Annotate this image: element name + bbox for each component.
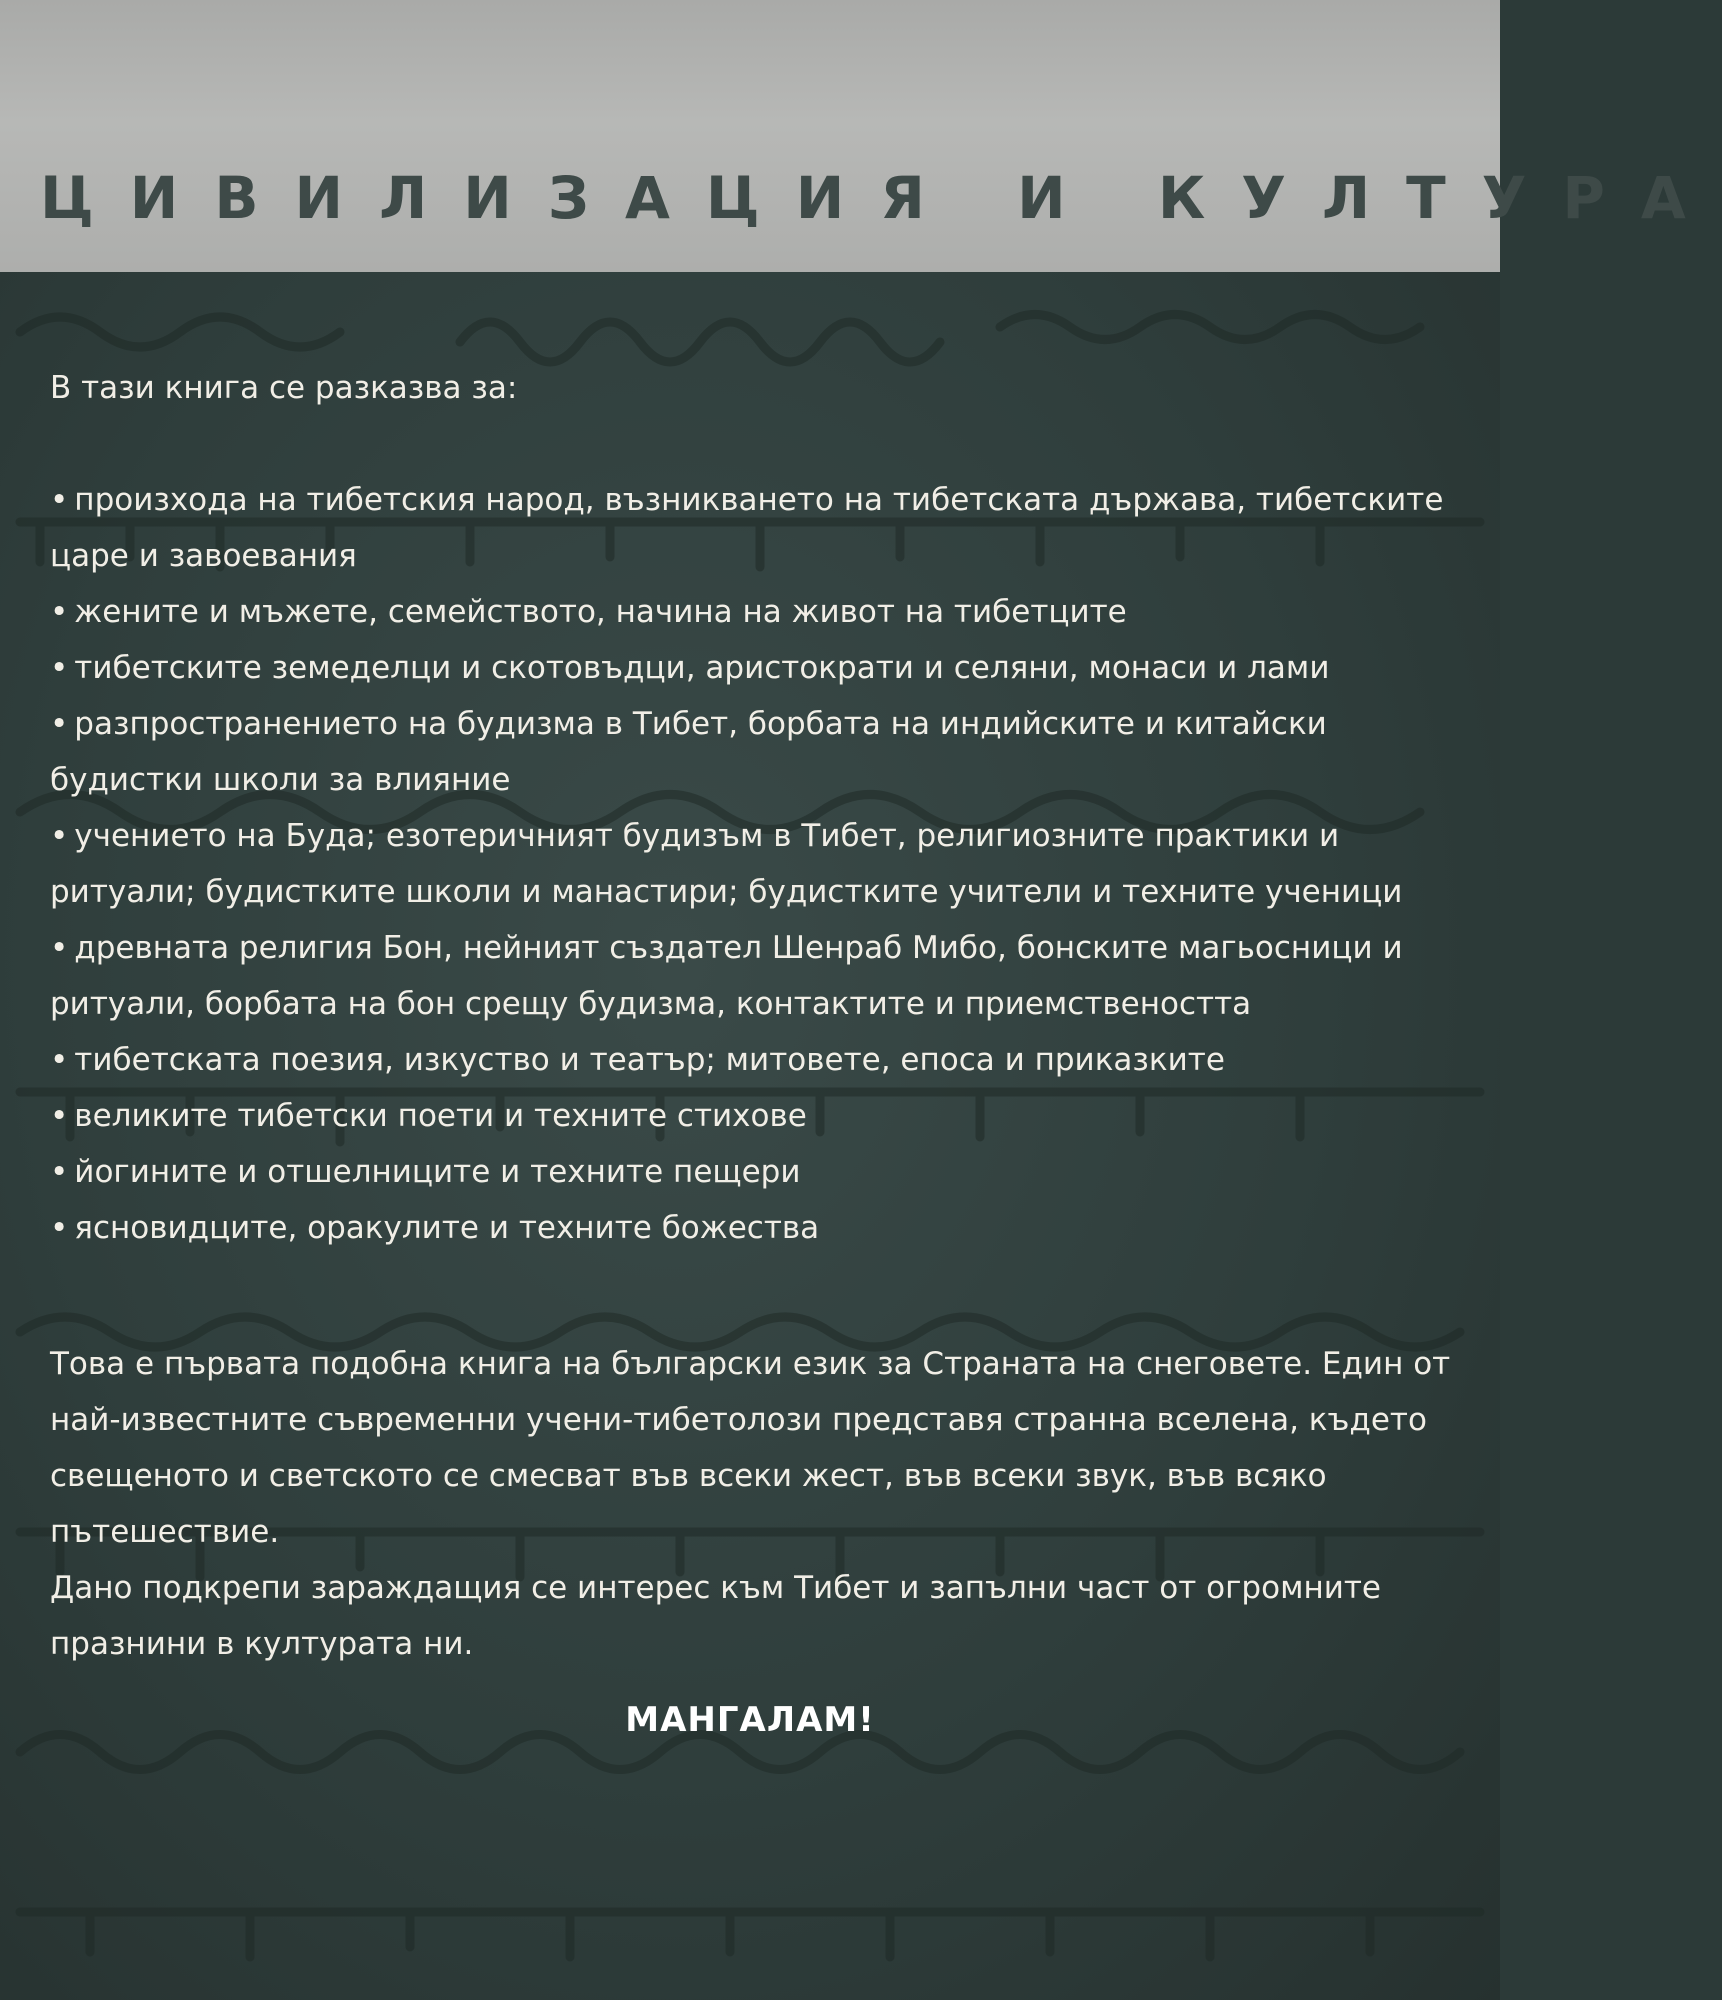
list-item: [50, 1200, 1470, 1256]
description-paragraph: Това е първата подобна книга на български език за Страната на снеговете. Един от най-известните съвременни учени-тибетолози представя странна вселена, където свещеното и светското се смесват във всеки жест, във всеки звук, във всяко пътешествие.: [50, 1346, 1451, 1550]
topic-text: ясновидците, оракулите и техните божества: [74, 1210, 820, 1246]
topic-text: великите тибетски поети и техните стихове: [74, 1098, 807, 1134]
list-item: [50, 920, 1470, 1032]
intro-line: В тази книга се разказва за:: [50, 370, 518, 406]
list-item: [50, 1088, 1470, 1144]
series-title: ЦИВИЛИЗАЦИЯ И КУЛТУРА: [40, 164, 1722, 232]
motto: МАНГАЛАМ!: [625, 1700, 875, 1740]
list-item: [50, 584, 1470, 640]
bullet-icon: •: [50, 1154, 69, 1190]
topic-text: древната религия Бон, нейният създател Шенраб Мибо, бонските магьосници и ритуали, борбата на бон срещу будизма, контактите и приемствеността: [50, 930, 1403, 1022]
list-item: [50, 640, 1470, 696]
list-item: [50, 696, 1470, 808]
bullet-icon: •: [50, 594, 69, 630]
topics-list: [50, 472, 1470, 1256]
topic-text: тибетските земеделци и скотовъдци, аристократи и селяни, монаси и лами: [74, 650, 1330, 686]
topic-text: жените и мъжете, семейството, начина на живот на тибетците: [74, 594, 1127, 630]
bullet-icon: •: [50, 1210, 69, 1246]
topic-text: разпространението на будизма в Тибет, борбата на индийските и китайски будистки школи за влияние: [50, 706, 1327, 798]
topic-text: тибетската поезия, изкуство и театър; митовете, епоса и приказките: [74, 1042, 1225, 1078]
bullet-icon: •: [50, 930, 69, 966]
bullet-icon: •: [50, 482, 69, 518]
bullet-icon: •: [50, 1098, 69, 1134]
closing-paragraph: Дано подкрепи зараждащия се интерес към Тибет и запълни част от огромните празнини в културата ни.: [50, 1570, 1382, 1662]
list-item: [50, 1032, 1470, 1088]
description-block: [50, 360, 1470, 1672]
bullet-icon: •: [50, 706, 69, 742]
bullet-icon: •: [50, 1042, 69, 1078]
bullet-icon: •: [50, 818, 69, 854]
bullet-icon: •: [50, 650, 69, 686]
topic-text: произхода на тибетския народ, възникването на тибетската държава, тибетските царе и завоевания: [50, 482, 1444, 574]
list-item: [50, 472, 1470, 584]
topic-text: учението на Буда; езотеричният будизъм в Тибет, религиозните практики и ритуали; будистките школи и манастири; будистките учители и техните ученици: [50, 818, 1403, 910]
list-item: [50, 808, 1470, 920]
list-item: [50, 1144, 1470, 1200]
topic-text: йогините и отшелниците и техните пещери: [74, 1154, 801, 1190]
